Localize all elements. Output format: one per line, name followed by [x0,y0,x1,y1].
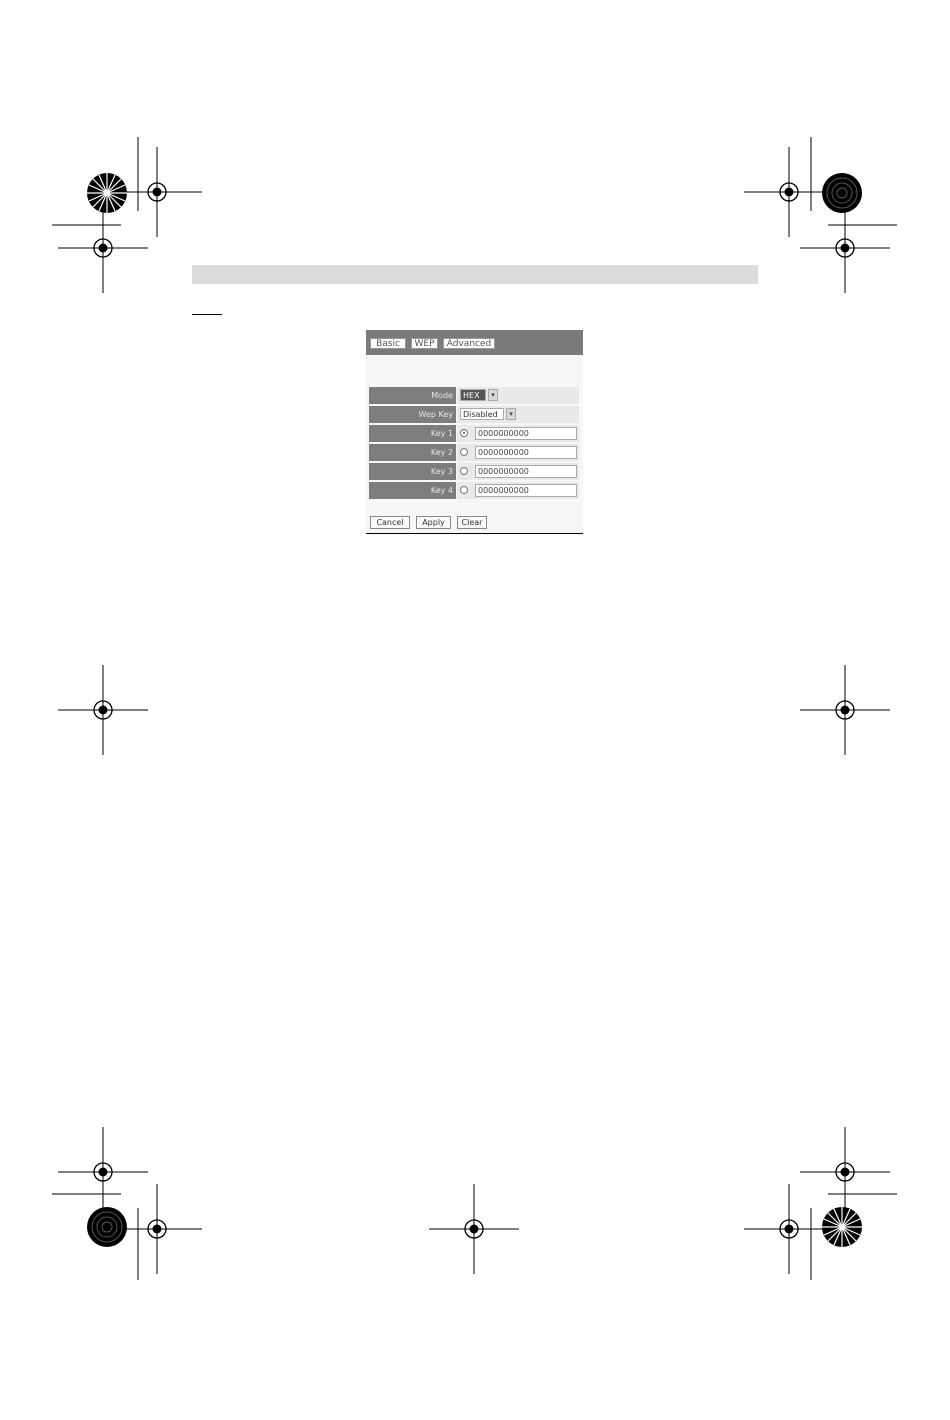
registration-mark [58,665,148,755]
key-input[interactable] [475,446,577,459]
sunburst-target [87,173,127,213]
registration-mark [800,1127,890,1217]
mode-label: Mode [369,387,456,404]
key-row [369,463,579,480]
key-label: Key 4 [369,482,456,499]
registration-mark [800,203,890,293]
key-row [369,444,579,461]
key-input[interactable] [475,427,577,440]
registration-mark [744,147,834,237]
mode-row [369,387,579,404]
key-value-cell [457,463,579,480]
key-input[interactable] [475,484,577,497]
sunburst-target [822,1207,862,1247]
wep-key-value-cell [457,406,579,423]
wep-key-select[interactable]: Disabled [460,408,504,420]
form-area [366,355,583,533]
registration-mark [744,1184,834,1274]
tab-advanced[interactable]: Advanced [443,338,495,349]
key-row [369,425,579,442]
registration-mark [800,665,890,755]
wep-key-row [369,406,579,423]
key-label: Key 1 [369,425,456,442]
wep-key-label: Wep Key [369,406,456,423]
tab-basic[interactable]: Basic [370,338,406,349]
key-value-cell [457,482,579,499]
tab-wep[interactable]: WEP [411,338,438,349]
mode-select[interactable]: HEX [460,389,486,401]
mode-value-cell [457,387,579,404]
chevron-down-icon[interactable]: ▾ [488,389,498,401]
page-header-bar [192,265,758,284]
section-rule [192,314,222,315]
key-row [369,482,579,499]
key-radio[interactable] [460,448,468,456]
registration-mark [429,1184,519,1274]
clear-button[interactable]: Clear [457,516,487,529]
cancel-button[interactable]: Cancel [370,516,410,529]
key-radio[interactable] [460,429,468,437]
concentric-target [822,173,862,213]
key-label: Key 2 [369,444,456,461]
tab-bar [366,330,583,355]
chevron-down-icon[interactable]: ▾ [506,408,516,420]
wep-settings-panel [366,330,583,534]
key-value-cell [457,425,579,442]
registration-mark [58,203,148,293]
apply-button[interactable]: Apply [416,516,451,529]
key-radio[interactable] [460,467,468,475]
key-value-cell [457,444,579,461]
key-label: Key 3 [369,463,456,480]
key-radio[interactable] [460,486,468,494]
registration-mark [58,1127,148,1217]
key-input[interactable] [475,465,577,478]
concentric-target [87,1207,127,1247]
